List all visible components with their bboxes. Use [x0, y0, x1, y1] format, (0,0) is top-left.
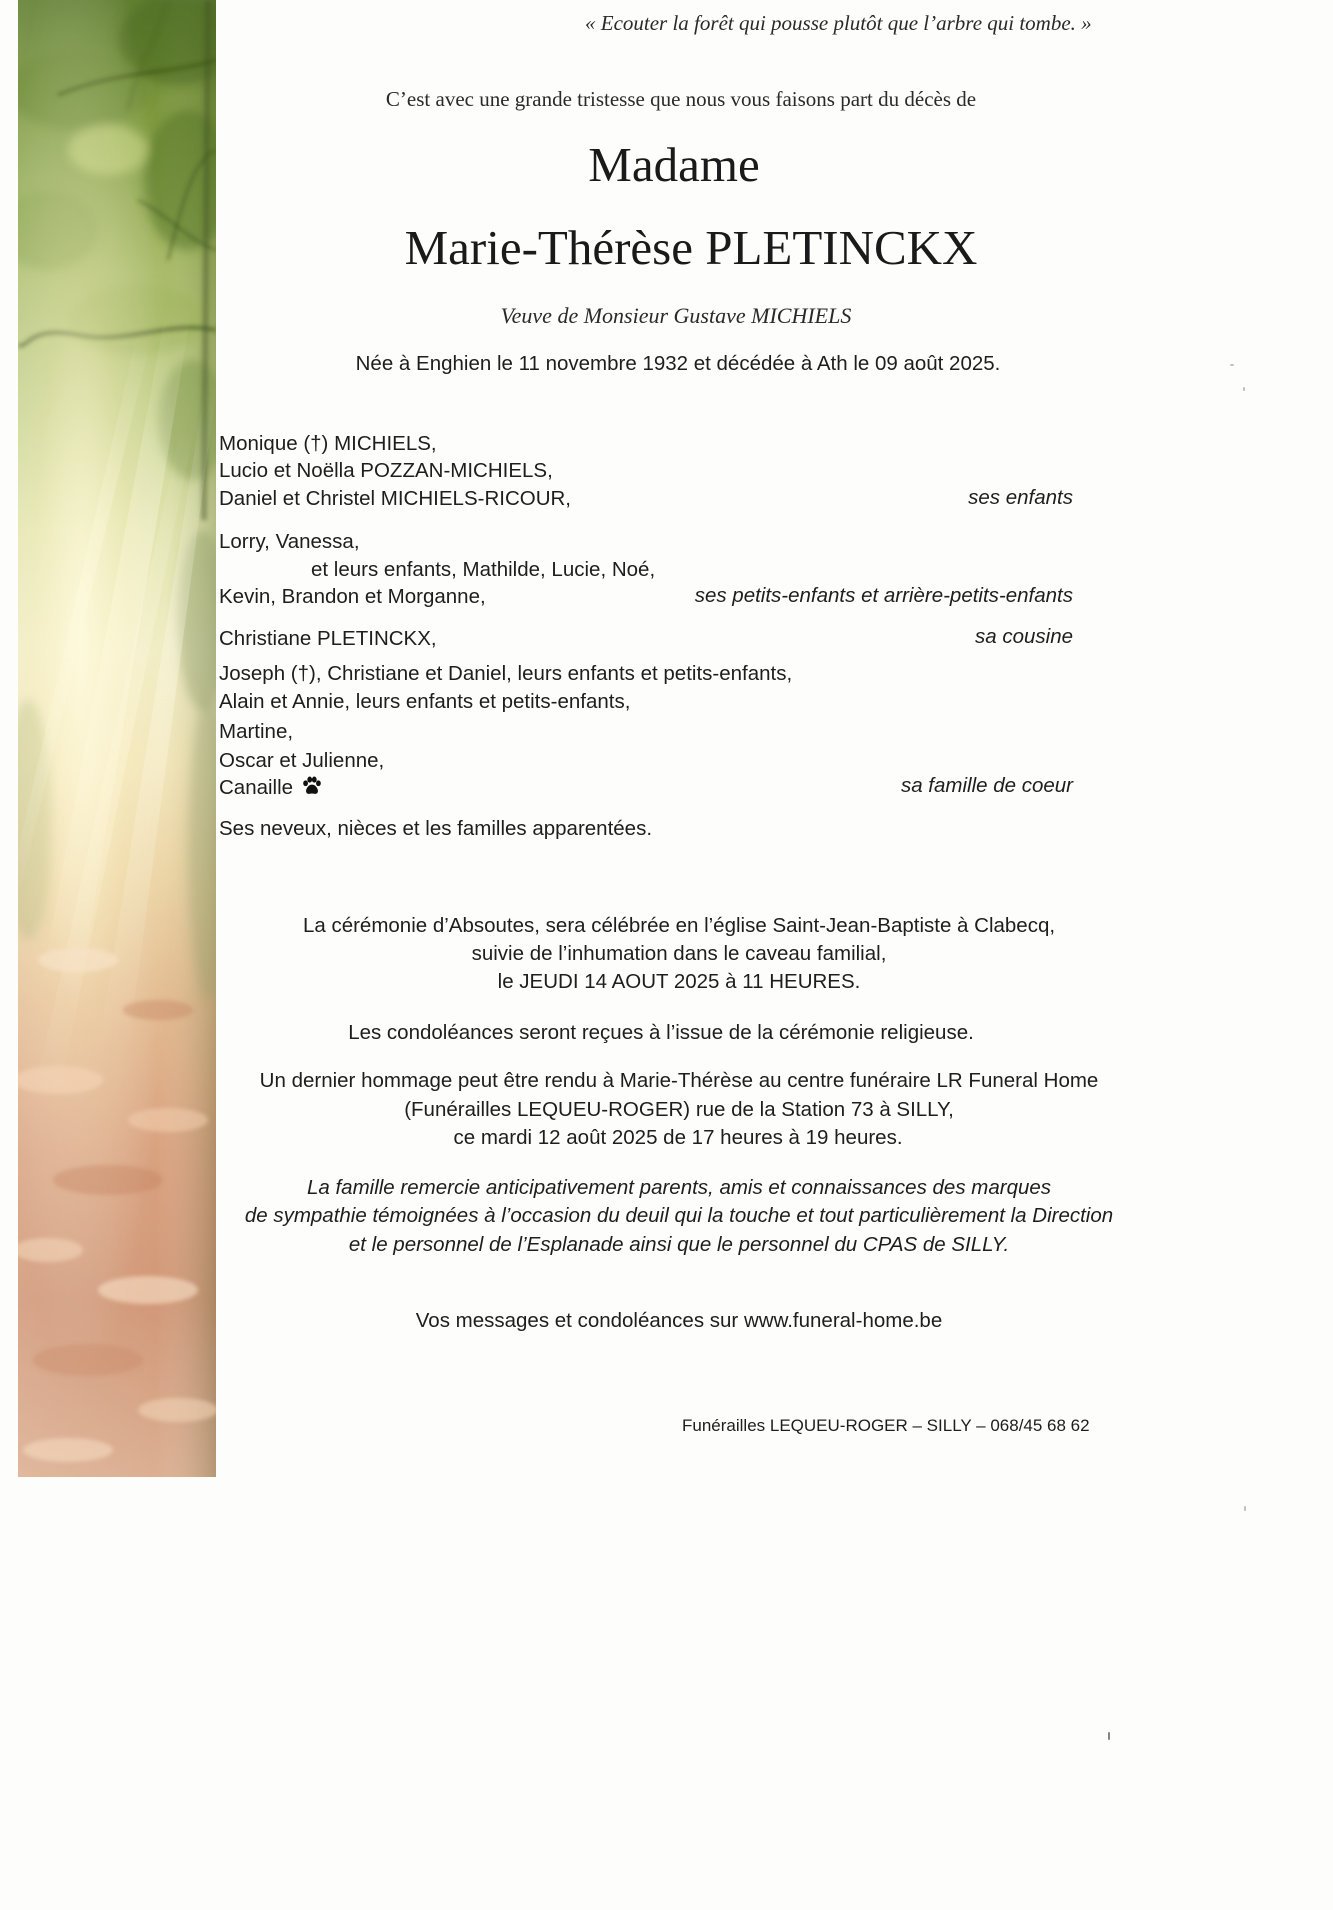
relation-label: ses enfants — [968, 486, 1073, 509]
tribute-line: (Funérailles LEQUEU-ROGER) rue de la Station 73 à SILLY, — [404, 1098, 954, 1121]
condolences-line: Les condoléances seront reçues à l’issue de la cérémonie religieuse. — [348, 1021, 974, 1044]
honorific-title: Madame — [588, 137, 760, 192]
family-line: et leurs enfants, Mathilde, Lucie, Noé, — [311, 558, 656, 581]
scan-mark — [1244, 1506, 1246, 1511]
family-line-pet — [219, 774, 323, 802]
ceremony-line: le JEUDI 14 AOUT 2025 à 11 HEURES. — [497, 970, 861, 993]
spouse-line: Veuve de Monsieur Gustave MICHIELS — [500, 303, 852, 328]
birth-death-line: Née à Enghien le 11 novembre 1932 et décédée à Ath le 09 août 2025. — [355, 352, 1001, 375]
scan-mark — [1243, 387, 1245, 391]
family-line: Christiane PLETINCKX, — [219, 627, 437, 650]
pet-name: Canaille — [219, 776, 294, 799]
forest-path-image — [18, 0, 216, 1477]
family-line: Kevin, Brandon et Morganne, — [219, 585, 486, 608]
thanks-line: La famille remercie anticipativement parents, amis et connaissances des marques — [306, 1176, 1052, 1199]
thanks-line: et le personnel de l’Esplanade ainsi que le personnel du CPAS de SILLY. — [348, 1233, 1010, 1256]
family-line: Oscar et Julienne, — [219, 749, 385, 772]
paw-icon — [301, 775, 323, 797]
family-line: Monique (†) MICHIELS, — [219, 432, 437, 455]
funeral-home-footer: Funérailles LEQUEU-ROGER – SILLY – 068/45 68 62 — [682, 1416, 1090, 1435]
family-line: Lorry, Vanessa, — [219, 530, 360, 553]
family-line: Ses neveux, nièces et les familles apparentées. — [219, 817, 653, 840]
family-line: Alain et Annie, leurs enfants et petits-enfants, — [219, 690, 631, 713]
relation-label: sa famille de coeur — [900, 774, 1073, 797]
family-line: Lucio et Noëlla POZZAN-MICHIELS, — [219, 459, 553, 482]
online-condolences-line: Vos messages et condoléances sur www.funeral-home.be — [415, 1309, 943, 1332]
tribute-line: Un dernier hommage peut être rendu à Marie-Thérèse au centre funéraire LR Funeral Home — [259, 1069, 1099, 1092]
ceremony-line: La cérémonie d’Absoutes, sera célébrée en l’église Saint-Jean-Baptiste à Clabecq, — [302, 914, 1056, 937]
relation-label: sa cousine — [974, 625, 1073, 648]
epigraph-quote: « Ecouter la forêt qui pousse plutôt que l’arbre qui tombe. » — [585, 11, 1092, 35]
family-line: Joseph (†), Christiane et Daniel, leurs enfants et petits-enfants, — [219, 662, 793, 685]
deceased-name: Marie-Thérèse PLETINCKX — [404, 220, 978, 275]
ceremony-line: suivie de l’inhumation dans le caveau familial, — [471, 942, 887, 965]
scan-mark — [1108, 1732, 1110, 1740]
announcement-intro: C’est avec une grande tristesse que nous vous faisons part du décès de — [385, 87, 977, 111]
thanks-line: de sympathie témoignées à l’occasion du deuil qui la touche et tout particulièrement la Direction — [244, 1204, 1114, 1227]
scan-mark — [1230, 364, 1234, 366]
tribute-line: ce mardi 12 août 2025 de 17 heures à 19 heures. — [453, 1126, 903, 1149]
family-line: Martine, — [219, 720, 294, 743]
relation-label: ses petits-enfants et arrière-petits-enfants — [694, 584, 1073, 607]
family-line: Daniel et Christel MICHIELS-RICOUR, — [219, 487, 571, 510]
